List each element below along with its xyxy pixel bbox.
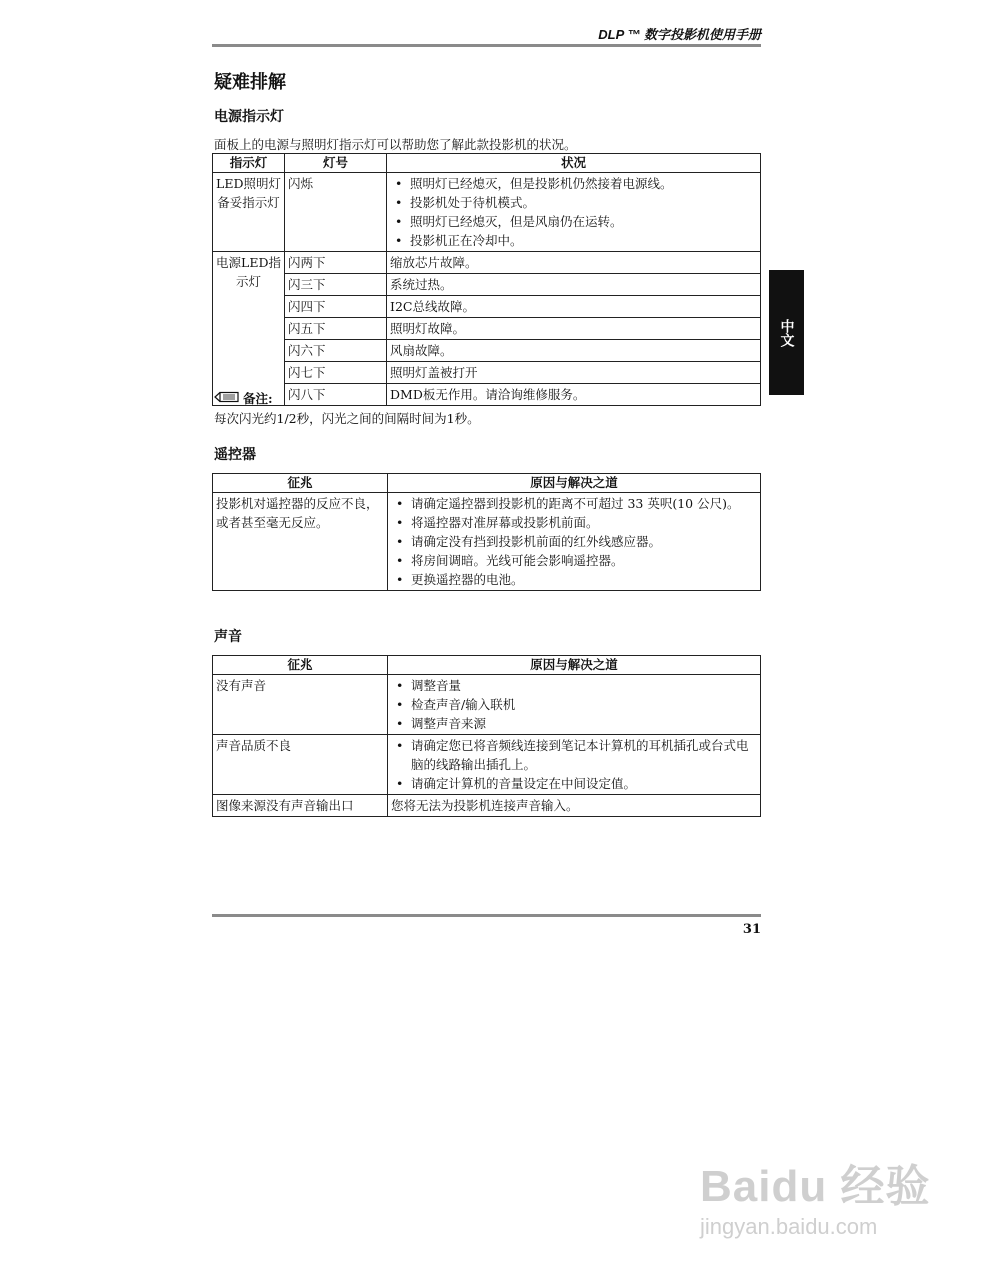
list-item: • 照明灯已经熄灭，但是风扇仍在运转。 (390, 212, 757, 231)
table-header-row (213, 656, 761, 675)
state-cell: 照明灯盖被打开 (387, 362, 761, 384)
sound-table (212, 655, 761, 817)
list-item: • 请确定遥控器到投影机的距离不可超过 33 英呎(10 公尺)。 (391, 494, 757, 513)
signal-cell: 闪五下 (285, 318, 387, 340)
language-side-tab (769, 270, 804, 395)
list-item: • 将遥控器对准屏幕或投影机前面。 (391, 513, 757, 532)
state-cell: 风扇故障。 (387, 340, 761, 362)
table-row (213, 340, 761, 362)
state-cell: 照明灯故障。 (387, 318, 761, 340)
symptom-cell: 没有声音 (213, 675, 388, 735)
column-header: 征兆 (213, 474, 388, 493)
signal-cell: 闪七下 (285, 362, 387, 384)
symptom-cell: 投影机对遥控器的反应不良，或者甚至毫无反应。 (213, 493, 388, 591)
cause-cell (388, 735, 761, 795)
remote-heading: 遥控器 (214, 447, 256, 463)
state-cell: DMD板无作用。请洽询维修服务。 (387, 384, 761, 406)
column-header: 征兆 (213, 656, 388, 675)
note-label-row (214, 389, 273, 407)
list-item: • 调整声音来源 (391, 714, 757, 733)
list-item: • 投影机正在冷却中。 (390, 231, 757, 250)
table-row (213, 318, 761, 340)
list-item: • 请确定没有挡到投影机前面的红外线感应器。 (391, 532, 757, 551)
indicator-cell: 电源LED指示灯 (213, 252, 285, 406)
signal-cell: 闪三下 (285, 274, 387, 296)
page-title: 疑难排解 (214, 72, 286, 93)
table-row (213, 735, 761, 795)
sound-heading: 声音 (214, 629, 242, 645)
symptom-cell: 声音品质不良 (213, 735, 388, 795)
footer-rule (212, 914, 761, 917)
watermark-url: jingyan.baidu.com (700, 1214, 878, 1239)
column-header: 指示灯 (213, 154, 285, 173)
note-label: 备注: (243, 391, 273, 406)
cause-cell: 您将无法为投影机连接声音输入。 (388, 795, 761, 817)
list-item: • 更换遥控器的电池。 (391, 570, 757, 589)
table-row (213, 493, 761, 591)
cause-cell (388, 675, 761, 735)
column-header: 原因与解决之道 (388, 474, 761, 493)
power-intro: 面板上的电源与照明灯指示灯可以帮助您了解此款投影机的状况。 (214, 137, 577, 152)
signal-cell: 闪烁 (285, 173, 387, 252)
table-row (213, 384, 761, 406)
table-row (213, 296, 761, 318)
column-header: 原因与解决之道 (388, 656, 761, 675)
table-header-row (213, 154, 761, 173)
table-row (213, 675, 761, 735)
table-header-row (213, 474, 761, 493)
signal-cell: 闪两下 (285, 252, 387, 274)
page-number: 31 (742, 922, 761, 937)
indicator-cell: LED照明灯备妥指示灯 (213, 173, 285, 252)
state-cell: 缩放芯片故障。 (387, 252, 761, 274)
table-row (213, 274, 761, 296)
side-tab-label: 中文 (778, 318, 795, 347)
note-text: 每次闪光约1/2秒，闪光之间的间隔时间为1秒。 (214, 411, 480, 426)
signal-cell: 闪四下 (285, 296, 387, 318)
state-cell: 系统过热。 (387, 274, 761, 296)
table-row (213, 252, 761, 274)
header-title: DLP ™ 数字投影机使用手册 (598, 27, 761, 42)
table-row (213, 173, 761, 252)
table-row (213, 362, 761, 384)
cause-cell (388, 493, 761, 591)
table-row (213, 795, 761, 817)
column-header: 状况 (387, 154, 761, 173)
list-item: • 请确定您已将音频线连接到笔记本计算机的耳机插孔或台式电脑的线路输出插孔上。 (391, 736, 757, 774)
watermark (700, 1150, 930, 1240)
list-item: • 投影机处于待机模式。 (390, 193, 757, 212)
list-item: • 检查声音/输入联机 (391, 695, 757, 714)
header-rule (212, 44, 761, 47)
symptom-cell: 图像来源没有声音输出口 (213, 795, 388, 817)
signal-cell: 闪八下 (285, 384, 387, 406)
column-header: 灯号 (285, 154, 387, 173)
list-item: • 将房间调暗。光线可能会影响遥控器。 (391, 551, 757, 570)
watermark-brand: Baidu 经验 (700, 1162, 931, 1211)
power-table (212, 153, 761, 406)
pencil-note-icon (214, 391, 240, 406)
signal-cell: 闪六下 (285, 340, 387, 362)
state-cell: I2C总线故障。 (387, 296, 761, 318)
list-item: • 请确定计算机的音量设定在中间设定值。 (391, 774, 757, 793)
power-heading: 电源指示灯 (214, 109, 284, 125)
list-item: • 调整音量 (391, 676, 757, 695)
list-item: • 照明灯已经熄灭，但是投影机仍然接着电源线。 (390, 174, 757, 193)
remote-table (212, 473, 761, 591)
state-cell (387, 173, 761, 252)
